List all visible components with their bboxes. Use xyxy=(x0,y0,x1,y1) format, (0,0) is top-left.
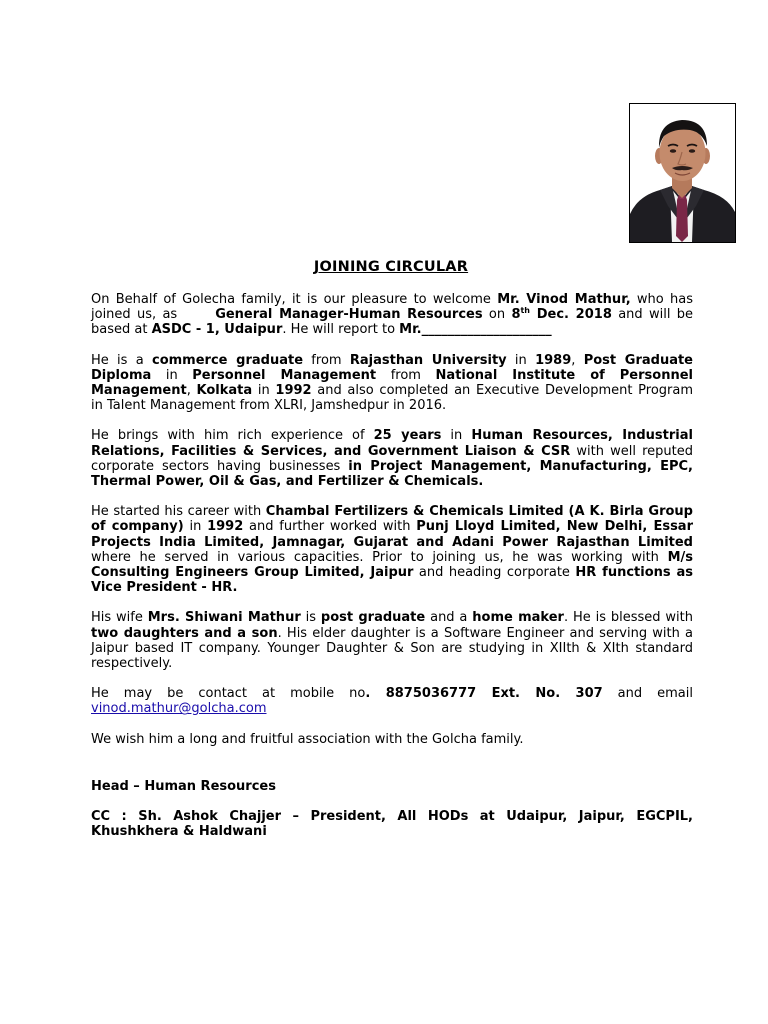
portrait-photo xyxy=(629,103,736,243)
contact-paragraph xyxy=(91,686,693,716)
para6-text-1: He may be contact at mobile no xyxy=(91,686,366,702)
para1-text-5: . He will report to xyxy=(282,322,400,338)
para2-text-2: from xyxy=(303,352,350,368)
joining-month-year: Dec. 2018 xyxy=(530,307,612,323)
para1-text-1: On Behalf of Golecha family, it is our pleasure to welcome xyxy=(91,292,498,307)
para2-text-3: in xyxy=(506,352,536,368)
signature-block xyxy=(91,779,693,855)
para2-text-1: He is a xyxy=(91,352,152,368)
first-employer: Chambal Fertilizers & Chemicals Limited (A K. Birla Group of company) xyxy=(91,504,693,535)
circular-body xyxy=(91,292,693,762)
para1-text-4: and will be based at xyxy=(91,307,693,338)
joining-day: 8 xyxy=(511,307,521,323)
diploma: Post Graduate Diploma xyxy=(91,352,693,383)
para2-text-7: , xyxy=(186,383,197,399)
career-start-year: 1992 xyxy=(207,519,244,535)
spouse-education: post graduate xyxy=(320,610,426,626)
portrait-photo-icon xyxy=(630,104,735,242)
institute-city: Kolkata xyxy=(196,383,253,399)
para1-text-3: on xyxy=(482,307,512,323)
experience-paragraph xyxy=(91,428,693,489)
para5-text-4: . He is blessed with xyxy=(563,610,693,626)
para2-text-9: and also completed an Executive Development Program in Talent Management from XLRI, Jamshedpur in 2016. xyxy=(91,383,694,414)
para4-text-4: where he served in various capacities. Prior to joining us, he was working with xyxy=(91,549,668,565)
page-title: JOINING CIRCULAR xyxy=(313,259,469,275)
spouse-name: Mrs. Shiwani Mathur xyxy=(147,610,301,626)
experience-years: 25 years xyxy=(373,428,442,444)
para6-text-2: and email xyxy=(602,686,693,702)
graduation-year: 1989 xyxy=(535,352,572,368)
para5-text-2: is xyxy=(300,610,321,626)
para2-text-4: , xyxy=(571,352,584,368)
children: two daughters and a son xyxy=(91,625,278,641)
university: Rajasthan University xyxy=(349,352,507,368)
para3-text-2: in xyxy=(441,428,472,444)
mobile-number: . 8875036777 Ext. No. 307 xyxy=(365,686,603,702)
last-employer: M/s Consulting Engineers Group Limited, Jaipur xyxy=(91,549,693,581)
para2-text-6: from xyxy=(376,367,436,383)
para4-text-3: and further worked with xyxy=(243,519,417,535)
career-paragraph xyxy=(91,504,693,595)
para5-text-5: . His elder daughter is a Software Engineer and serving with a Jaipur based IT company. Younger Daughter & Son are studying in XIIth & XIth standard respectively. xyxy=(91,625,694,672)
reports-to-blank: Mr.____________________ xyxy=(399,322,552,338)
welcome-paragraph xyxy=(91,292,693,338)
para3-text-3: with well reputed corporate sectors having businesses xyxy=(91,443,693,474)
para5-text-1: His wife xyxy=(91,610,148,626)
para2-text-8: in xyxy=(252,383,276,399)
date-suffix: th xyxy=(520,306,531,316)
para1-text-2: who has joined us, as xyxy=(91,292,693,323)
para2-text-5: in xyxy=(151,367,193,383)
employee-name: Mr. Vinod Mathur, xyxy=(497,292,631,307)
joining-date xyxy=(511,307,611,322)
email-link[interactable]: vinod.mathur@golcha.com xyxy=(91,701,267,717)
signature: Head – Human Resources xyxy=(91,779,276,794)
para5-text-3: and a xyxy=(425,610,473,626)
para4-text-1: He started his career with xyxy=(91,504,266,520)
institute: National Institute of Personnel Management xyxy=(91,367,693,399)
business-sectors: in Project Management, Manufacturing, EPC, Thermal Power, Oil & Gas, and Fertilizer & Chemicals. xyxy=(91,458,693,490)
para4-text-5: and heading corporate xyxy=(413,565,576,581)
family-paragraph xyxy=(91,610,693,671)
experience-areas: Human Resources, Industrial Relations, Facilities & Services, and Government Liaison & CSR xyxy=(91,428,693,459)
para4-text-2: in xyxy=(183,519,208,535)
education-paragraph xyxy=(91,353,693,414)
degree: commerce graduate xyxy=(152,352,304,368)
para3-text-1: He brings with him rich experience of xyxy=(91,428,374,444)
spouse-occupation: home maker xyxy=(472,610,564,626)
designation: General Manager-Human Resources xyxy=(215,307,483,323)
closing-paragraph: We wish him a long and fruitful association with the Golcha family. xyxy=(91,731,524,747)
diploma-subject: Personnel Management xyxy=(192,367,377,383)
cc-line: CC : Sh. Ashok Chajjer – President, All HODs at Udaipur, Jaipur, EGCPIL, Khushkhera & Haldwani xyxy=(91,809,693,840)
work-location: ASDC - 1, Udaipur xyxy=(151,322,283,338)
last-role: HR functions as Vice President - HR. xyxy=(91,565,694,596)
previous-employers: Punj Lloyd Limited, New Delhi, Essar Projects India Limited, Jamnagar, Gujarat and Adani Power Rajasthan Limited xyxy=(91,519,693,550)
diploma-year: 1992 xyxy=(275,383,312,399)
